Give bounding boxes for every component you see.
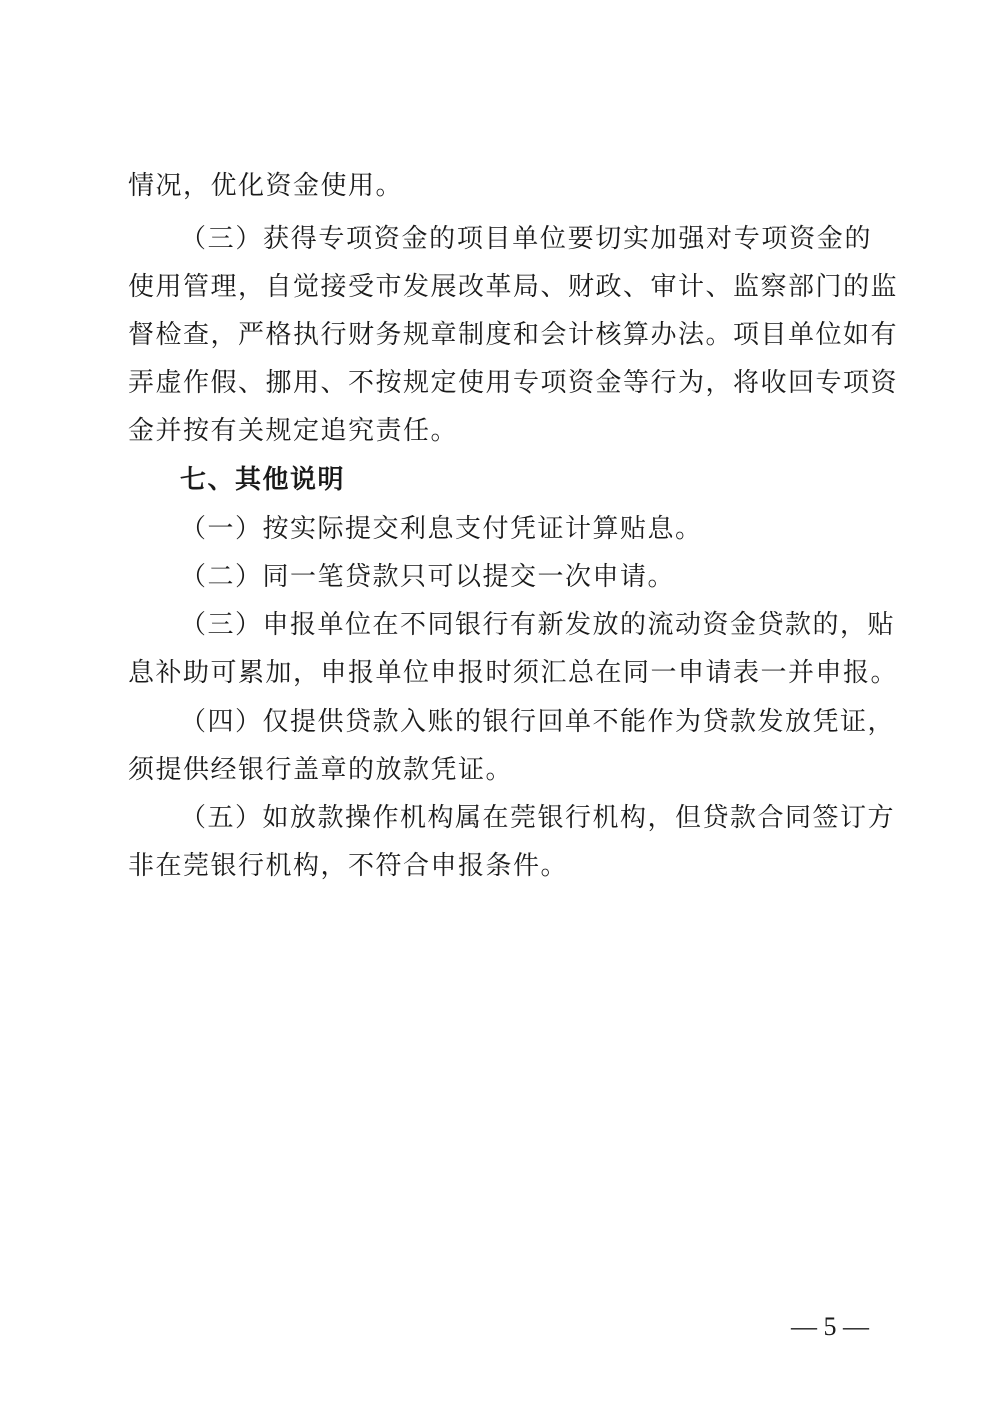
paragraph-line-9: （三）申报单位在不同银行有新发放的流动资金贷款的，贴 — [180, 610, 896, 640]
paragraph-line-3: 使用管理，自觉接受市发展改革局、财政、审计、监察部门的监 — [128, 272, 899, 302]
paragraph-line-6: 金并按有关规定追究责任。 — [128, 416, 459, 446]
paragraph-line-7: （一）按实际提交利息支付凭证计算贴息。 — [180, 514, 703, 544]
paragraph-line-8: （二）同一笔贷款只可以提交一次申请。 — [180, 562, 676, 592]
paragraph-line-11: （四）仅提供贷款入账的银行回单不能作为贷款发放凭证， — [180, 707, 896, 737]
page-number: — 5 — — [791, 1312, 869, 1341]
paragraph-line-12: 须提供经银行盖章的放款凭证。 — [128, 755, 514, 785]
paragraph-line-2: （三）获得专项资金的项目单位要切实加强对专项资金的 — [180, 224, 872, 254]
paragraph-line-5: 弄虚作假、挪用、不按规定使用专项资金等行为，将收回专项资 — [128, 368, 899, 398]
paragraph-line-13: （五）如放款操作机构属在莞银行机构，但贷款合同签订方 — [180, 803, 896, 833]
paragraph-line-4: 督检查，严格执行财务规章制度和会计核算办法。项目单位如有 — [128, 320, 899, 350]
paragraph-line-14: 非在莞银行机构，不符合申报条件。 — [128, 851, 569, 881]
paragraph-line-1: 情况，优化资金使用。 — [128, 171, 404, 201]
section-heading: 七、其他说明 — [180, 465, 346, 495]
paragraph-line-10: 息补助可累加，申报单位申报时须汇总在同一申请表一并申报。 — [128, 658, 899, 688]
